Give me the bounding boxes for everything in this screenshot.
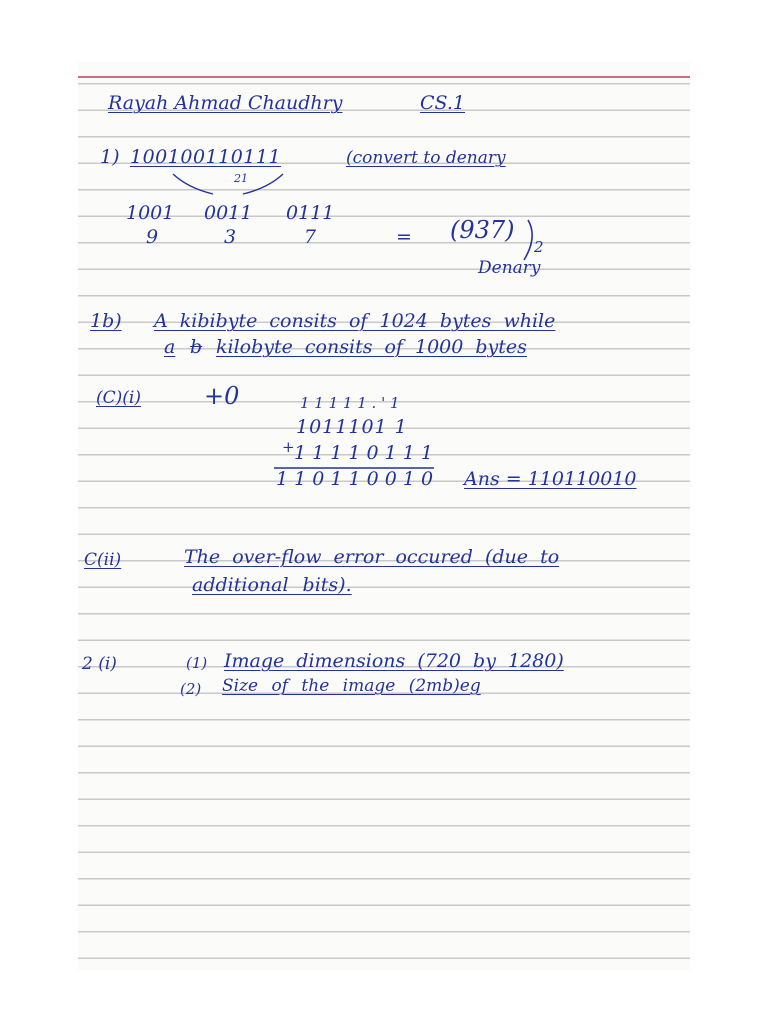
q1-digit-3: 7: [304, 226, 317, 248]
q2-item1-number: (1): [186, 654, 208, 672]
q1b-line2: kilobyte consits of 1000 bytes: [216, 336, 527, 358]
q1b-line2-a: a: [164, 336, 176, 358]
q1-small-note: 21: [234, 172, 248, 185]
group-bracket-left: [173, 174, 213, 194]
qc1-addend-2: 1 1 1 1 0 1 1 1: [294, 442, 433, 464]
result-paren-right: [524, 220, 532, 260]
q1-label: 1): [100, 146, 120, 168]
q1-digit-2: 3: [224, 226, 237, 248]
qc1-sum: 1 1 0 1 1 0 0 1 0: [276, 468, 434, 490]
q1-instruction: (convert to denary: [346, 148, 506, 168]
q1-result-label: Denary: [478, 258, 541, 278]
q2-item1: Image dimensions (720 by 1280): [224, 650, 564, 672]
q1-binary: 100100110111: [130, 146, 282, 168]
student-name: Rayah Ahmad Chaudhry: [108, 92, 343, 114]
qc1-addend-1: 1011101 1: [296, 416, 408, 438]
q1-result: (937): [450, 216, 515, 244]
q2-label: 2 (i): [82, 654, 117, 674]
q1-group-2: 0011: [204, 202, 253, 224]
qc1-plus: +: [282, 438, 295, 456]
q1-result-base: 2: [534, 238, 544, 256]
q2-item2: Size of the image (2mb)eg: [222, 676, 481, 696]
group-bracket-right: [243, 174, 283, 194]
qc1-carry-marks: 1 1 1 1 1 . ' 1: [300, 394, 400, 412]
qc2-line1: The over-flow error occured (due to: [184, 546, 560, 568]
q1b-label: 1b): [90, 310, 122, 332]
q1-digit-1: 9: [146, 226, 159, 248]
q1-group-1: 1001: [126, 202, 175, 224]
qc1-label: (C)(i): [96, 388, 141, 408]
q1-equals: =: [396, 226, 412, 248]
q1b-line1: A kibibyte consits of 1024 bytes while: [154, 310, 556, 332]
q1b-struck-letter: b: [190, 336, 203, 358]
qc2-label: C(ii): [84, 550, 122, 570]
qc1-answer: Ans = 110110010: [464, 468, 637, 490]
qc2-line2: additional bits).: [192, 574, 352, 596]
handwriting-marks: [78, 62, 690, 970]
notebook-page: [78, 62, 690, 970]
class-code: CS.1: [420, 92, 466, 114]
q1-group-3: 0111: [286, 202, 335, 224]
q2-item2-number: (2): [180, 680, 202, 698]
qc1-carry: +0: [204, 382, 240, 410]
